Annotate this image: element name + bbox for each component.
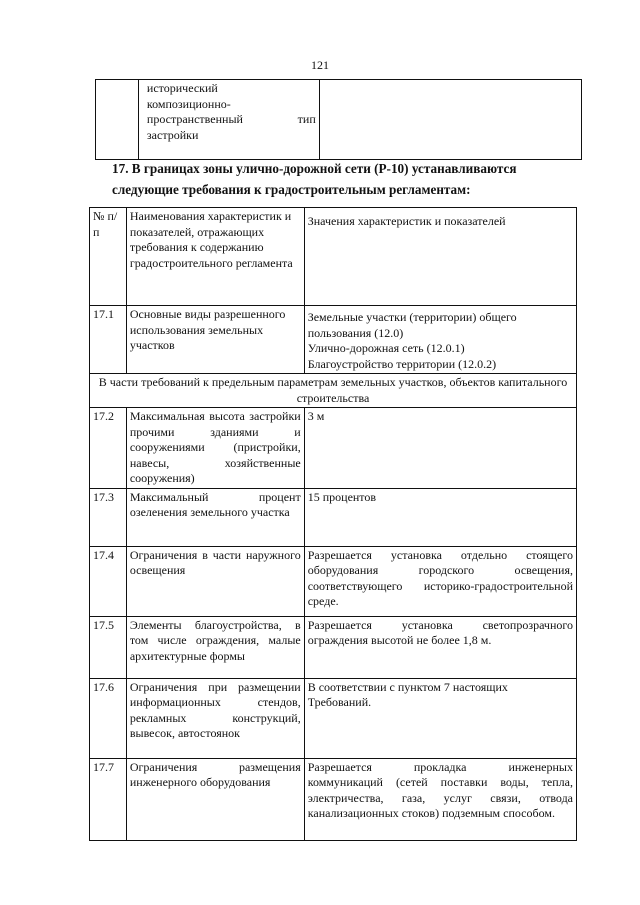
cont-line-tail: тип bbox=[297, 112, 316, 126]
value-line: Земельные участки (территории) общего пользования (12.0) bbox=[307, 310, 517, 340]
requirements-table bbox=[89, 207, 577, 841]
cont-line: пространственный bbox=[146, 112, 243, 126]
table-row bbox=[90, 488, 577, 546]
table-row bbox=[90, 616, 577, 678]
value-line: Благоустройство территории (12.0.2) bbox=[307, 356, 497, 371]
table-row bbox=[90, 306, 577, 374]
header-name: Наименования характеристик и показателей, отражающих требования к содержанию градостроительного регламента bbox=[126, 208, 304, 306]
row-name: Основные виды разрешенного использования земельных участков bbox=[126, 306, 304, 374]
value-line: Улично-дорожная сеть (12.0.1) bbox=[307, 341, 465, 355]
row-value: Разрешается прокладка инженерных коммуникаций (сетей поставки воды, тепла, электричества, газа, услуг связи, отвода канализационных стоков) подземным способом. bbox=[304, 758, 576, 840]
row-num: 17.7 bbox=[90, 758, 127, 840]
row-name: Максимальная высота застройки прочими зданиями и сооружениями (пристройки, навесы, хозяйственные сооружения) bbox=[126, 408, 304, 489]
row-value: В соответствии с пунктом 7 настоящих Требований. bbox=[304, 678, 576, 758]
row-num: 17.6 bbox=[90, 678, 127, 758]
row-value: Разрешается установка отдельно стоящего оборудования городского освещения, соответствующего историко-градостроительной среде. bbox=[304, 546, 576, 616]
table-row bbox=[90, 678, 577, 758]
cont-line: застройки bbox=[146, 127, 199, 142]
table-header-row bbox=[90, 208, 577, 306]
row-value: 3 м bbox=[304, 408, 576, 489]
continuation-table bbox=[95, 79, 582, 160]
row-name: Ограничения в части наружного освещения bbox=[126, 546, 304, 616]
empty-cell bbox=[96, 80, 139, 160]
row-num: 17.1 bbox=[90, 306, 127, 374]
table-row bbox=[90, 408, 577, 489]
paragraph-number: 17. bbox=[112, 161, 129, 176]
paragraph-line2: следующие требования к градостроительным регламентам: bbox=[112, 182, 471, 197]
row-name: Элементы благоустройства, в том числе ограждения, малые архитектурные формы bbox=[126, 616, 304, 678]
row-num: 17.3 bbox=[90, 488, 127, 546]
cont-line: композиционно- bbox=[146, 96, 231, 111]
cont-line: исторический bbox=[146, 81, 218, 95]
row-value bbox=[304, 306, 576, 374]
header-value: Значения характеристик и показателей bbox=[304, 208, 576, 306]
paragraph-line1 bbox=[112, 159, 578, 179]
table-row bbox=[90, 758, 577, 840]
row-name: Ограничения при размещении информационных стендов, рекламных конструкций, вывесок, автостоянок bbox=[126, 678, 304, 758]
table-row bbox=[90, 546, 577, 616]
empty-cell bbox=[319, 80, 581, 160]
row-name: Ограничения размещения инженерного оборудования bbox=[126, 758, 304, 840]
row-num: 17.2 bbox=[90, 408, 127, 489]
header-num: № п/п bbox=[90, 208, 127, 306]
row-value: 15 процентов bbox=[304, 488, 576, 546]
cont-line-justified bbox=[147, 112, 316, 128]
row-num: 17.5 bbox=[90, 616, 127, 678]
section-heading: В части требований к предельным параметрам земельных участков, объектов капитального строительства bbox=[90, 374, 577, 408]
row-name: Максимальный процент озеленения земельного участка bbox=[126, 488, 304, 546]
section-row bbox=[90, 374, 577, 408]
paragraph-text: В границах зоны улично-дорожной сети (Р-10) устанавливаются bbox=[131, 161, 517, 176]
page-number: 121 bbox=[311, 58, 329, 72]
row-value: Разрешается установка светопрозрачного ограждения высотой не более 1,8 м. bbox=[304, 616, 576, 678]
row-num: 17.4 bbox=[90, 546, 127, 616]
continuation-name-cell bbox=[138, 80, 319, 160]
